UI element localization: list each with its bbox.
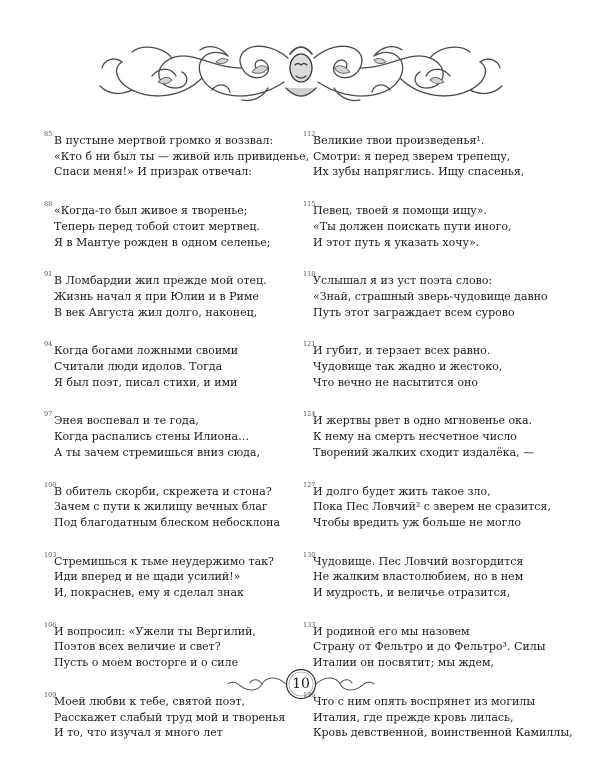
verse-line: И родиной его мы назовем bbox=[313, 624, 470, 638]
verse-number: 100 bbox=[44, 480, 57, 489]
tercet bbox=[44, 480, 286, 531]
tercet bbox=[303, 200, 545, 250]
verse-line: Страну от Фельтро и до Фельтро³. Силы bbox=[313, 640, 546, 654]
verse-line: Что с ним опять воспрянет из могилы bbox=[313, 694, 536, 708]
tercet bbox=[303, 270, 548, 320]
verse-line: Пока Пес Ловчий² с зверем не сразится, bbox=[313, 500, 551, 514]
page-number: 10 bbox=[292, 676, 310, 692]
verse-line: Не жалким властолюбием, но в нем bbox=[313, 570, 524, 584]
verse-line: Спаси меня!» И призрак отвечал: bbox=[54, 165, 252, 179]
verse-line: К нему на смерть несчетное число bbox=[313, 430, 517, 444]
verse-number: 118 bbox=[303, 270, 316, 279]
verse-line: Считали люди идолов. Тогда bbox=[54, 360, 223, 374]
verse-line: Моей любви к тебе, святой поэт, bbox=[54, 694, 246, 708]
verse-line: Певец, твоей я помощи ищу». bbox=[313, 204, 487, 218]
verse-line: В Ломбардии жил прежде мой отец. bbox=[54, 274, 267, 288]
tercet bbox=[303, 480, 551, 531]
verse-line: Стремишься к тьме неудержимо так? bbox=[54, 554, 274, 568]
verse-number: 103 bbox=[44, 550, 57, 559]
verse-line: Энея воспевал и те года, bbox=[54, 414, 199, 428]
verse-line: Иди вперед и не щади усилий!» bbox=[54, 570, 241, 584]
verse-line: Творений жалких сходит издалёка, — bbox=[313, 445, 535, 459]
tercet bbox=[303, 340, 545, 390]
tercet bbox=[44, 200, 286, 250]
verse-line: Великие твои произведенья¹. bbox=[313, 134, 485, 147]
verse-number: 112 bbox=[303, 130, 316, 138]
verse-line: Пусть о моем восторге и о силе bbox=[54, 656, 239, 670]
tercet bbox=[303, 550, 545, 601]
tercet bbox=[44, 270, 286, 320]
verse-number: 91 bbox=[44, 270, 53, 279]
verse-line: Чудовище так жадно и жестоко, bbox=[313, 360, 503, 374]
tercet bbox=[44, 550, 286, 601]
verse-line: В пустыне мертвой громко я воззвал: bbox=[54, 134, 274, 147]
verse-line: Поэтов всех величие и свет? bbox=[54, 640, 221, 654]
verse-line: «Знай, страшный зверь-чудовище давно bbox=[313, 289, 548, 303]
verse-line: Италии он посвятит; мы ждем, bbox=[313, 656, 495, 670]
verse-line: Италия, где прежде кровь лилась, bbox=[313, 710, 514, 724]
verse-line: И губит, и терзает всех равно. bbox=[313, 344, 491, 358]
verse-line: И, покраснев, ему я сделал знак bbox=[54, 586, 244, 600]
verse-line: В обитель скорби, скрежета и стона? bbox=[54, 484, 272, 498]
tercet bbox=[303, 620, 546, 671]
verse-number: 109 bbox=[44, 690, 57, 699]
verse-line: Когда распались стены Илиона… bbox=[54, 430, 250, 444]
verse-line: В век Августа жил долго, наконец, bbox=[54, 305, 258, 319]
verse-line: Кровь девственной, воинственной Камиллы, bbox=[313, 726, 573, 740]
verse-number: 115 bbox=[303, 200, 316, 209]
verse-line: Под благодатным блеском небосклона bbox=[54, 515, 281, 529]
tercet bbox=[44, 340, 286, 390]
verse-line: Чудовище. Пес Ловчий возгордится bbox=[313, 554, 524, 568]
verse-line: Путь этот заграждает всем сурово bbox=[313, 305, 515, 319]
tercet bbox=[303, 410, 545, 460]
verse-number: 133 bbox=[303, 620, 316, 629]
tercet bbox=[303, 130, 545, 180]
verse-line: Жизнь начал я при Юлии и в Риме bbox=[54, 289, 259, 303]
verse-number: 136 bbox=[303, 690, 316, 699]
verse-number: 124 bbox=[303, 410, 316, 419]
verse-line: Их зубы напряглись. Ищу спасенья, bbox=[313, 165, 525, 179]
verse-line: Теперь перед тобой стоит мертвец. bbox=[54, 219, 260, 233]
verse-line: Я в Мантуе рожден в одном селенье; bbox=[54, 235, 271, 249]
verse-line: И долго будет жить такое зло, bbox=[313, 484, 491, 498]
header-ornament bbox=[92, 38, 510, 110]
verse-line: Зачем с пути к жилищу вечных благ bbox=[54, 500, 268, 514]
verse-number: 85 bbox=[44, 130, 53, 138]
verse-number: 106 bbox=[44, 620, 57, 629]
verse-number: 127 bbox=[303, 480, 316, 489]
verse-number: 88 bbox=[44, 200, 53, 209]
verse-number: 94 bbox=[44, 340, 53, 349]
verse-line: «Кто б ни был ты — живой иль привиденье, bbox=[54, 149, 310, 163]
verse-line: Расскажет слабый труд мой и творенья bbox=[54, 710, 286, 724]
verse-line: А ты зачем стремишься вниз сюда, bbox=[54, 445, 260, 459]
verse-line: Я был поэт, писал стихи, и ими bbox=[54, 375, 238, 389]
verse-line: И этот путь я указать хочу». bbox=[313, 235, 480, 249]
verse-line: И жертвы рвет в одно мгновенье ока. bbox=[313, 414, 533, 428]
verse-line: И мудрость, и величье отразится, bbox=[313, 586, 511, 600]
verse-line: Смотри: я перед зверем трепещу, bbox=[313, 149, 511, 163]
verse-line: Чтобы вредить уж больше не могло bbox=[313, 515, 521, 529]
verse-number: 130 bbox=[303, 550, 316, 559]
tercet bbox=[44, 620, 286, 671]
verse-line: «Когда-то был живое я творенье; bbox=[54, 204, 248, 218]
verse-line: И то, что изучал я много лет bbox=[54, 726, 223, 740]
verse-line: Что вечно не насытится оно bbox=[313, 375, 478, 389]
verse-line: Услышал я из уст поэта слово: bbox=[313, 274, 493, 288]
verse-line: Когда богами ложными своими bbox=[54, 344, 239, 358]
verse-line: И вопросил: «Ужели ты Вергилий, bbox=[54, 624, 256, 638]
verse-line: «Ты должен поискать пути иного, bbox=[313, 219, 512, 233]
verse-number: 97 bbox=[44, 410, 53, 419]
tercet bbox=[44, 410, 286, 460]
verse-number: 121 bbox=[303, 340, 316, 349]
